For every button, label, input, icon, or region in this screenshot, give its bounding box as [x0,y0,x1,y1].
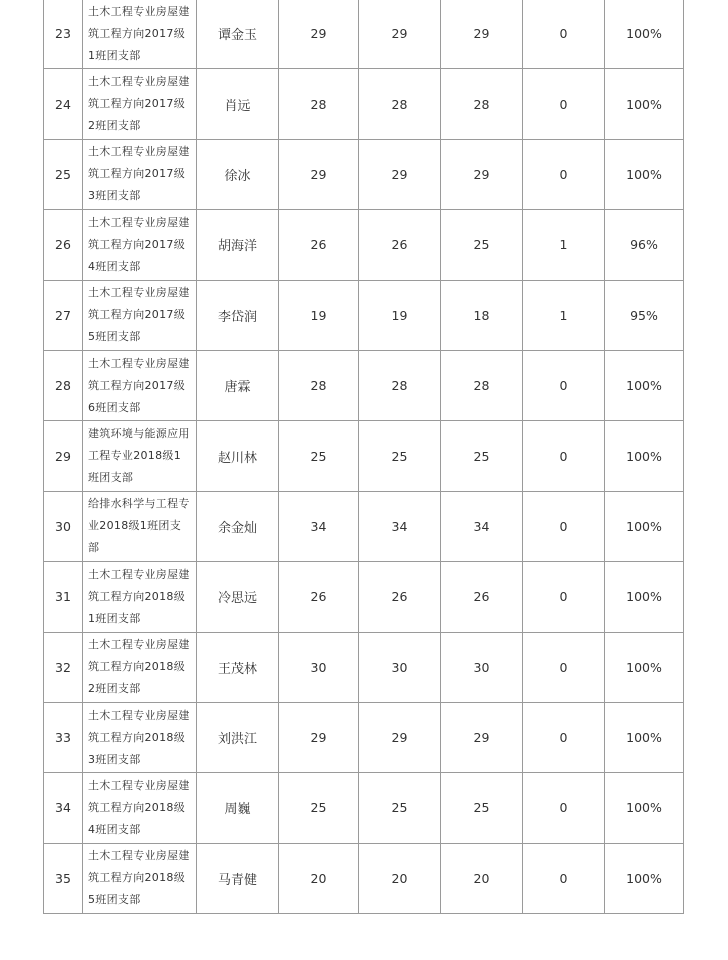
organization-name: 土木工程专业房屋建筑工程方向2017级1班团支部 [83,0,197,69]
count-absent: 0 [523,702,605,772]
count-absent: 0 [523,562,605,632]
attendance-rate: 100% [605,702,684,772]
row-number: 25 [44,139,83,209]
organization-name: 土木工程专业房屋建筑工程方向2017级4班团支部 [83,210,197,280]
attendance-rate: 100% [605,0,684,69]
organization-name: 土木工程专业房屋建筑工程方向2018级3班团支部 [83,702,197,772]
count-total: 30 [279,632,359,702]
row-number: 26 [44,210,83,280]
count-absent: 0 [523,491,605,561]
person-name: 肖远 [197,69,279,139]
statistics-table-container [43,0,683,914]
count-actual: 20 [441,843,523,913]
statistics-table [43,0,684,914]
row-number: 28 [44,350,83,420]
count-actual: 28 [441,69,523,139]
count-total: 26 [279,210,359,280]
row-number: 32 [44,632,83,702]
organization-name: 土木工程专业房屋建筑工程方向2017级5班团支部 [83,280,197,350]
person-name: 周巍 [197,773,279,843]
count-actual: 29 [441,139,523,209]
attendance-rate: 100% [605,139,684,209]
organization-name: 土木工程专业房屋建筑工程方向2018级1班团支部 [83,562,197,632]
count-actual: 30 [441,632,523,702]
count-total: 29 [279,139,359,209]
person-name: 刘洪江 [197,702,279,772]
count-should: 26 [359,562,441,632]
count-actual: 25 [441,210,523,280]
count-actual: 26 [441,562,523,632]
count-actual: 18 [441,280,523,350]
table-row [44,69,684,139]
table-row [44,280,684,350]
person-name: 冷思远 [197,562,279,632]
person-name: 王茂林 [197,632,279,702]
row-number: 34 [44,773,83,843]
count-total: 19 [279,280,359,350]
organization-name: 给排水科学与工程专业2018级1班团支部 [83,491,197,561]
person-name: 马青健 [197,843,279,913]
table-row [44,139,684,209]
count-absent: 0 [523,421,605,491]
person-name: 赵川林 [197,421,279,491]
count-absent: 0 [523,69,605,139]
page-bottom-margin [0,932,728,960]
count-should: 29 [359,139,441,209]
count-absent: 0 [523,632,605,702]
count-absent: 0 [523,843,605,913]
row-number: 35 [44,843,83,913]
count-total: 25 [279,421,359,491]
count-should: 19 [359,280,441,350]
attendance-rate: 100% [605,562,684,632]
person-name: 徐冰 [197,139,279,209]
count-should: 26 [359,210,441,280]
row-number: 27 [44,280,83,350]
count-should: 29 [359,0,441,69]
count-total: 20 [279,843,359,913]
count-actual: 25 [441,773,523,843]
row-number: 24 [44,69,83,139]
person-name: 胡海洋 [197,210,279,280]
count-should: 34 [359,491,441,561]
count-total: 29 [279,0,359,69]
table-row [44,210,684,280]
table-row [44,350,684,420]
count-absent: 1 [523,210,605,280]
row-number: 29 [44,421,83,491]
organization-name: 建筑环境与能源应用工程专业2018级1班团支部 [83,421,197,491]
attendance-rate: 100% [605,421,684,491]
organization-name: 土木工程专业房屋建筑工程方向2017级2班团支部 [83,69,197,139]
organization-name: 土木工程专业房屋建筑工程方向2017级6班团支部 [83,350,197,420]
count-should: 30 [359,632,441,702]
count-total: 25 [279,773,359,843]
organization-name: 土木工程专业房屋建筑工程方向2018级2班团支部 [83,632,197,702]
count-absent: 0 [523,773,605,843]
person-name: 李岱润 [197,280,279,350]
person-name: 余金灿 [197,491,279,561]
attendance-rate: 100% [605,843,684,913]
row-number: 33 [44,702,83,772]
count-should: 28 [359,69,441,139]
count-absent: 0 [523,139,605,209]
organization-name: 土木工程专业房屋建筑工程方向2018级5班团支部 [83,843,197,913]
count-actual: 28 [441,350,523,420]
attendance-rate: 100% [605,69,684,139]
table-row [44,632,684,702]
row-number: 23 [44,0,83,69]
attendance-rate: 100% [605,632,684,702]
table-row [44,421,684,491]
count-absent: 0 [523,350,605,420]
count-should: 20 [359,843,441,913]
count-actual: 29 [441,702,523,772]
count-total: 34 [279,491,359,561]
organization-name: 土木工程专业房屋建筑工程方向2017级3班团支部 [83,139,197,209]
count-total: 28 [279,350,359,420]
table-row [44,843,684,913]
attendance-rate: 100% [605,773,684,843]
attendance-rate: 100% [605,491,684,561]
table-row [44,702,684,772]
count-should: 25 [359,421,441,491]
attendance-rate: 95% [605,280,684,350]
count-total: 29 [279,702,359,772]
count-total: 26 [279,562,359,632]
count-total: 28 [279,69,359,139]
count-should: 25 [359,773,441,843]
count-actual: 34 [441,491,523,561]
table-body [44,0,684,914]
table-row [44,491,684,561]
table-row [44,0,684,69]
count-actual: 25 [441,421,523,491]
count-should: 28 [359,350,441,420]
attendance-rate: 100% [605,350,684,420]
table-row [44,562,684,632]
person-name: 唐霖 [197,350,279,420]
row-number: 31 [44,562,83,632]
attendance-rate: 96% [605,210,684,280]
person-name: 谭金玉 [197,0,279,69]
count-absent: 1 [523,280,605,350]
count-absent: 0 [523,0,605,69]
count-should: 29 [359,702,441,772]
row-number: 30 [44,491,83,561]
table-row [44,773,684,843]
count-actual: 29 [441,0,523,69]
organization-name: 土木工程专业房屋建筑工程方向2018级4班团支部 [83,773,197,843]
